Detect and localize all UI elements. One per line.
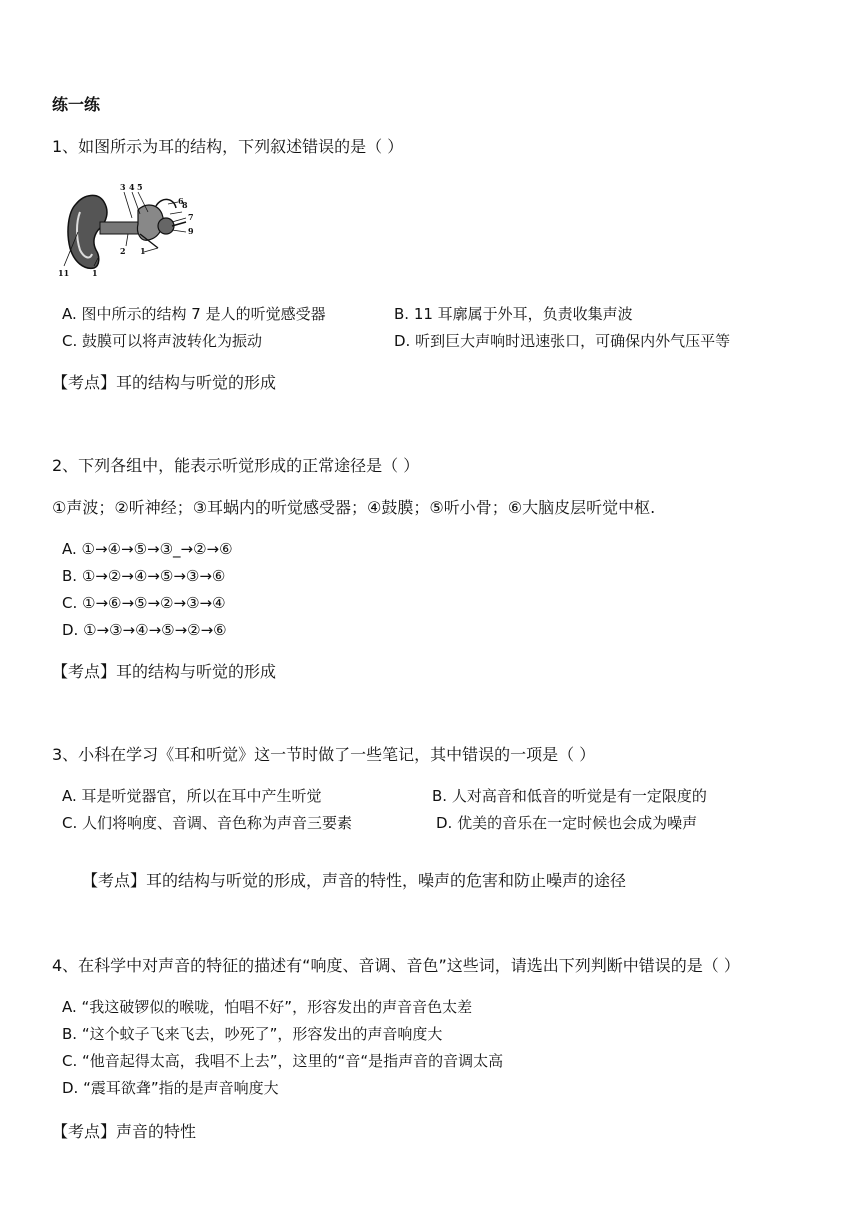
question-2-items: ①声波；②听神经；③耳蜗内的听觉感受器；④鼓膜；⑤听小骨；⑥大脑皮层听觉中枢. xyxy=(52,498,656,517)
figure-label-1-bottom: 1 xyxy=(92,268,98,278)
question-3-stem: 3、小科在学习《耳和听觉》这一节时做了一些笔记，其中错误的一项是（ ） xyxy=(52,745,596,764)
figure-label-1-right: 1 xyxy=(140,246,146,256)
ear-structure-figure xyxy=(58,182,204,278)
question-4-option-c: C. “他音起得太高，我唱不上去”，这里的“音“是指声音的音调太高 xyxy=(62,1052,504,1070)
figure-label-11: 11 xyxy=(58,268,70,278)
question-3-kaodian: 【考点】耳的结构与听觉的形成，声音的特性，噪声的危害和防止噪声的途径 xyxy=(82,871,627,890)
question-1-option-d: D. 听到巨大声响时迅速张口，可确保内外气压平等 xyxy=(394,332,731,350)
question-2-stem: 2、下列各组中，能表示听觉形成的正常途径是（ ） xyxy=(52,456,420,475)
question-2-option-c: C. ①→⑥→⑤→②→③→④ xyxy=(62,594,226,612)
ear-canal xyxy=(100,222,140,234)
question-1-option-a: A. 图中所示的结构 7 是人的听觉感受器 xyxy=(62,305,326,323)
figure-label-7: 7 xyxy=(188,212,194,222)
question-1-stem: 1、如图所示为耳的结构，下列叙述错误的是（ ） xyxy=(52,137,404,156)
question-4-option-b: B. “这个蚊子飞来飞去，吵死了”，形容发出的声音响度大 xyxy=(62,1025,443,1043)
question-2-option-b: B. ①→②→④→⑤→③→⑥ xyxy=(62,567,226,585)
figure-label-2: 2 xyxy=(120,246,126,256)
question-1-option-c: C. 鼓膜可以将声波转化为振动 xyxy=(62,332,263,350)
figure-label-4: 4 xyxy=(129,182,135,192)
question-4-option-d: D. “震耳欲聋”指的是声音响度大 xyxy=(62,1079,279,1097)
question-2-option-a: A. ①→④→⑤→③_→②→⑥ xyxy=(62,540,233,558)
semicircular-canals xyxy=(156,199,176,208)
question-3-option-c: C. 人们将响度、音调、音色称为声音三要素 xyxy=(62,814,353,832)
question-4-option-a: A. “我这破锣似的喉咙，怕唱不好”，形容发出的声音音色太差 xyxy=(62,998,473,1016)
figure-label-3: 3 xyxy=(120,182,126,192)
question-3-option-d: D. 优美的音乐在一定时候也会成为噪声 xyxy=(436,814,698,832)
question-3-option-a: A. 耳是听觉器官，所以在耳中产生听觉 xyxy=(62,787,322,805)
figure-label-9: 9 xyxy=(188,226,194,236)
cochlea xyxy=(158,218,174,234)
question-4-kaodian: 【考点】声音的特性 xyxy=(52,1122,197,1141)
figure-label-6: 6 xyxy=(178,196,184,206)
section-title: 练一练 xyxy=(52,95,101,114)
question-3-option-b: B. 人对高音和低音的听觉是有一定限度的 xyxy=(432,787,707,805)
question-1-kaodian: 【考点】耳的结构与听觉的形成 xyxy=(52,373,277,392)
question-2-kaodian: 【考点】耳的结构与听觉的形成 xyxy=(52,662,277,681)
question-2-option-d: D. ①→③→④→⑤→②→⑥ xyxy=(62,621,227,639)
figure-label-8: 8 xyxy=(182,200,188,210)
question-1-option-b: B. 11 耳廓属于外耳，负责收集声波 xyxy=(394,305,633,323)
question-4-stem: 4、在科学中对声音的特征的描述有“响度、音调、音色”这些词，请选出下列判断中错误的是（ ） xyxy=(52,956,740,975)
figure-label-5: 5 xyxy=(137,182,143,192)
